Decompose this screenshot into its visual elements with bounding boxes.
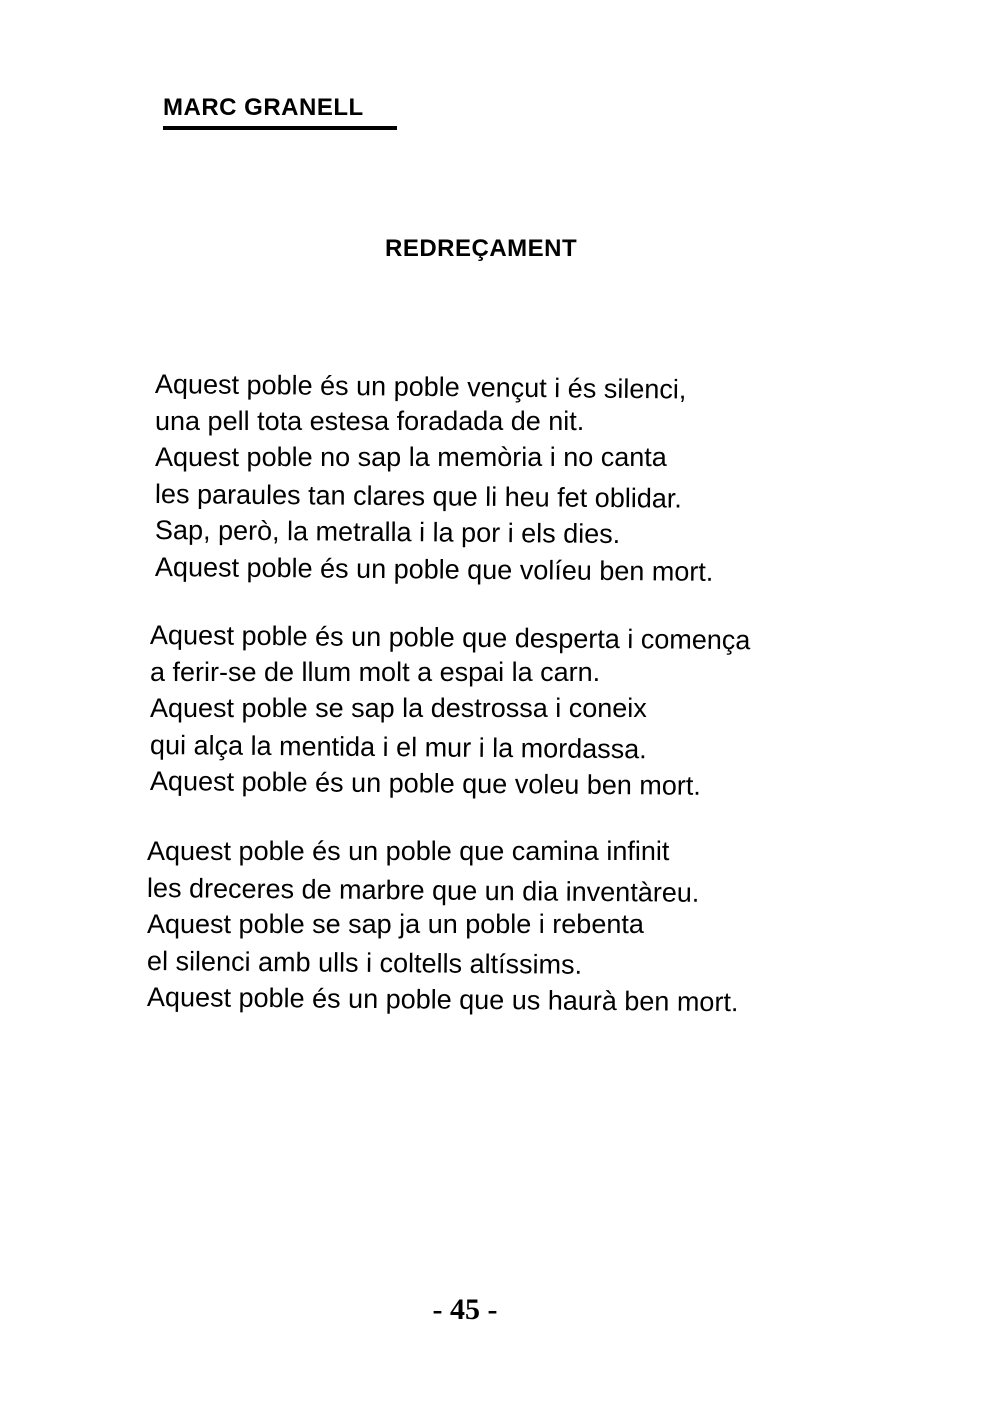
author-underline [163, 126, 397, 130]
poem-line: Aquest poble se sap la destrossa i coneix [150, 693, 647, 724]
poem-line: Aquest poble és un poble que volíeu ben mort. [154, 551, 714, 587]
poem-line: Aquest poble és un poble vençut i és silenci, [154, 369, 687, 405]
poem-line: Aquest poble és un poble que us haurà ben mort. [146, 982, 739, 1018]
poem-line: qui alça la mentida i el mur i la mordassa. [149, 729, 647, 765]
poem-line: Aquest poble no sap la memòria i no canta [155, 442, 667, 473]
poem-stanza-3 [147, 833, 738, 1016]
poem-line: Aquest poble és un poble que desperta i comença [149, 620, 751, 656]
poem-line: una pell tota estesa foradada de nit. [155, 405, 585, 436]
poem-stanza-2 [150, 617, 750, 800]
poem-line: les dreceres de marbre que un dia inventàreu. [146, 872, 700, 908]
poem-line: Sap, però, la metralla i la por i els dies. [154, 515, 621, 550]
poem-line: a ferir-se de llum molt a espai la carn. [150, 656, 601, 687]
poem-line: el silenci amb ulls i coltells altíssims. [146, 945, 583, 980]
author-name: MARC GRANELL [163, 94, 364, 121]
poem-line: les paraules tan clares que li heu fet oblidar. [154, 478, 682, 514]
poem-stanza-1 [155, 366, 713, 586]
poem-line: Aquest poble és un poble que camina infinit [147, 836, 670, 866]
poem-line: Aquest poble se sap ja un poble i rebenta [147, 909, 644, 940]
page-number: - 45 - [432, 1293, 498, 1326]
poem-line: Aquest poble és un poble que voleu ben mort. [149, 766, 702, 802]
poem-title: REDREÇAMENT [385, 235, 578, 262]
